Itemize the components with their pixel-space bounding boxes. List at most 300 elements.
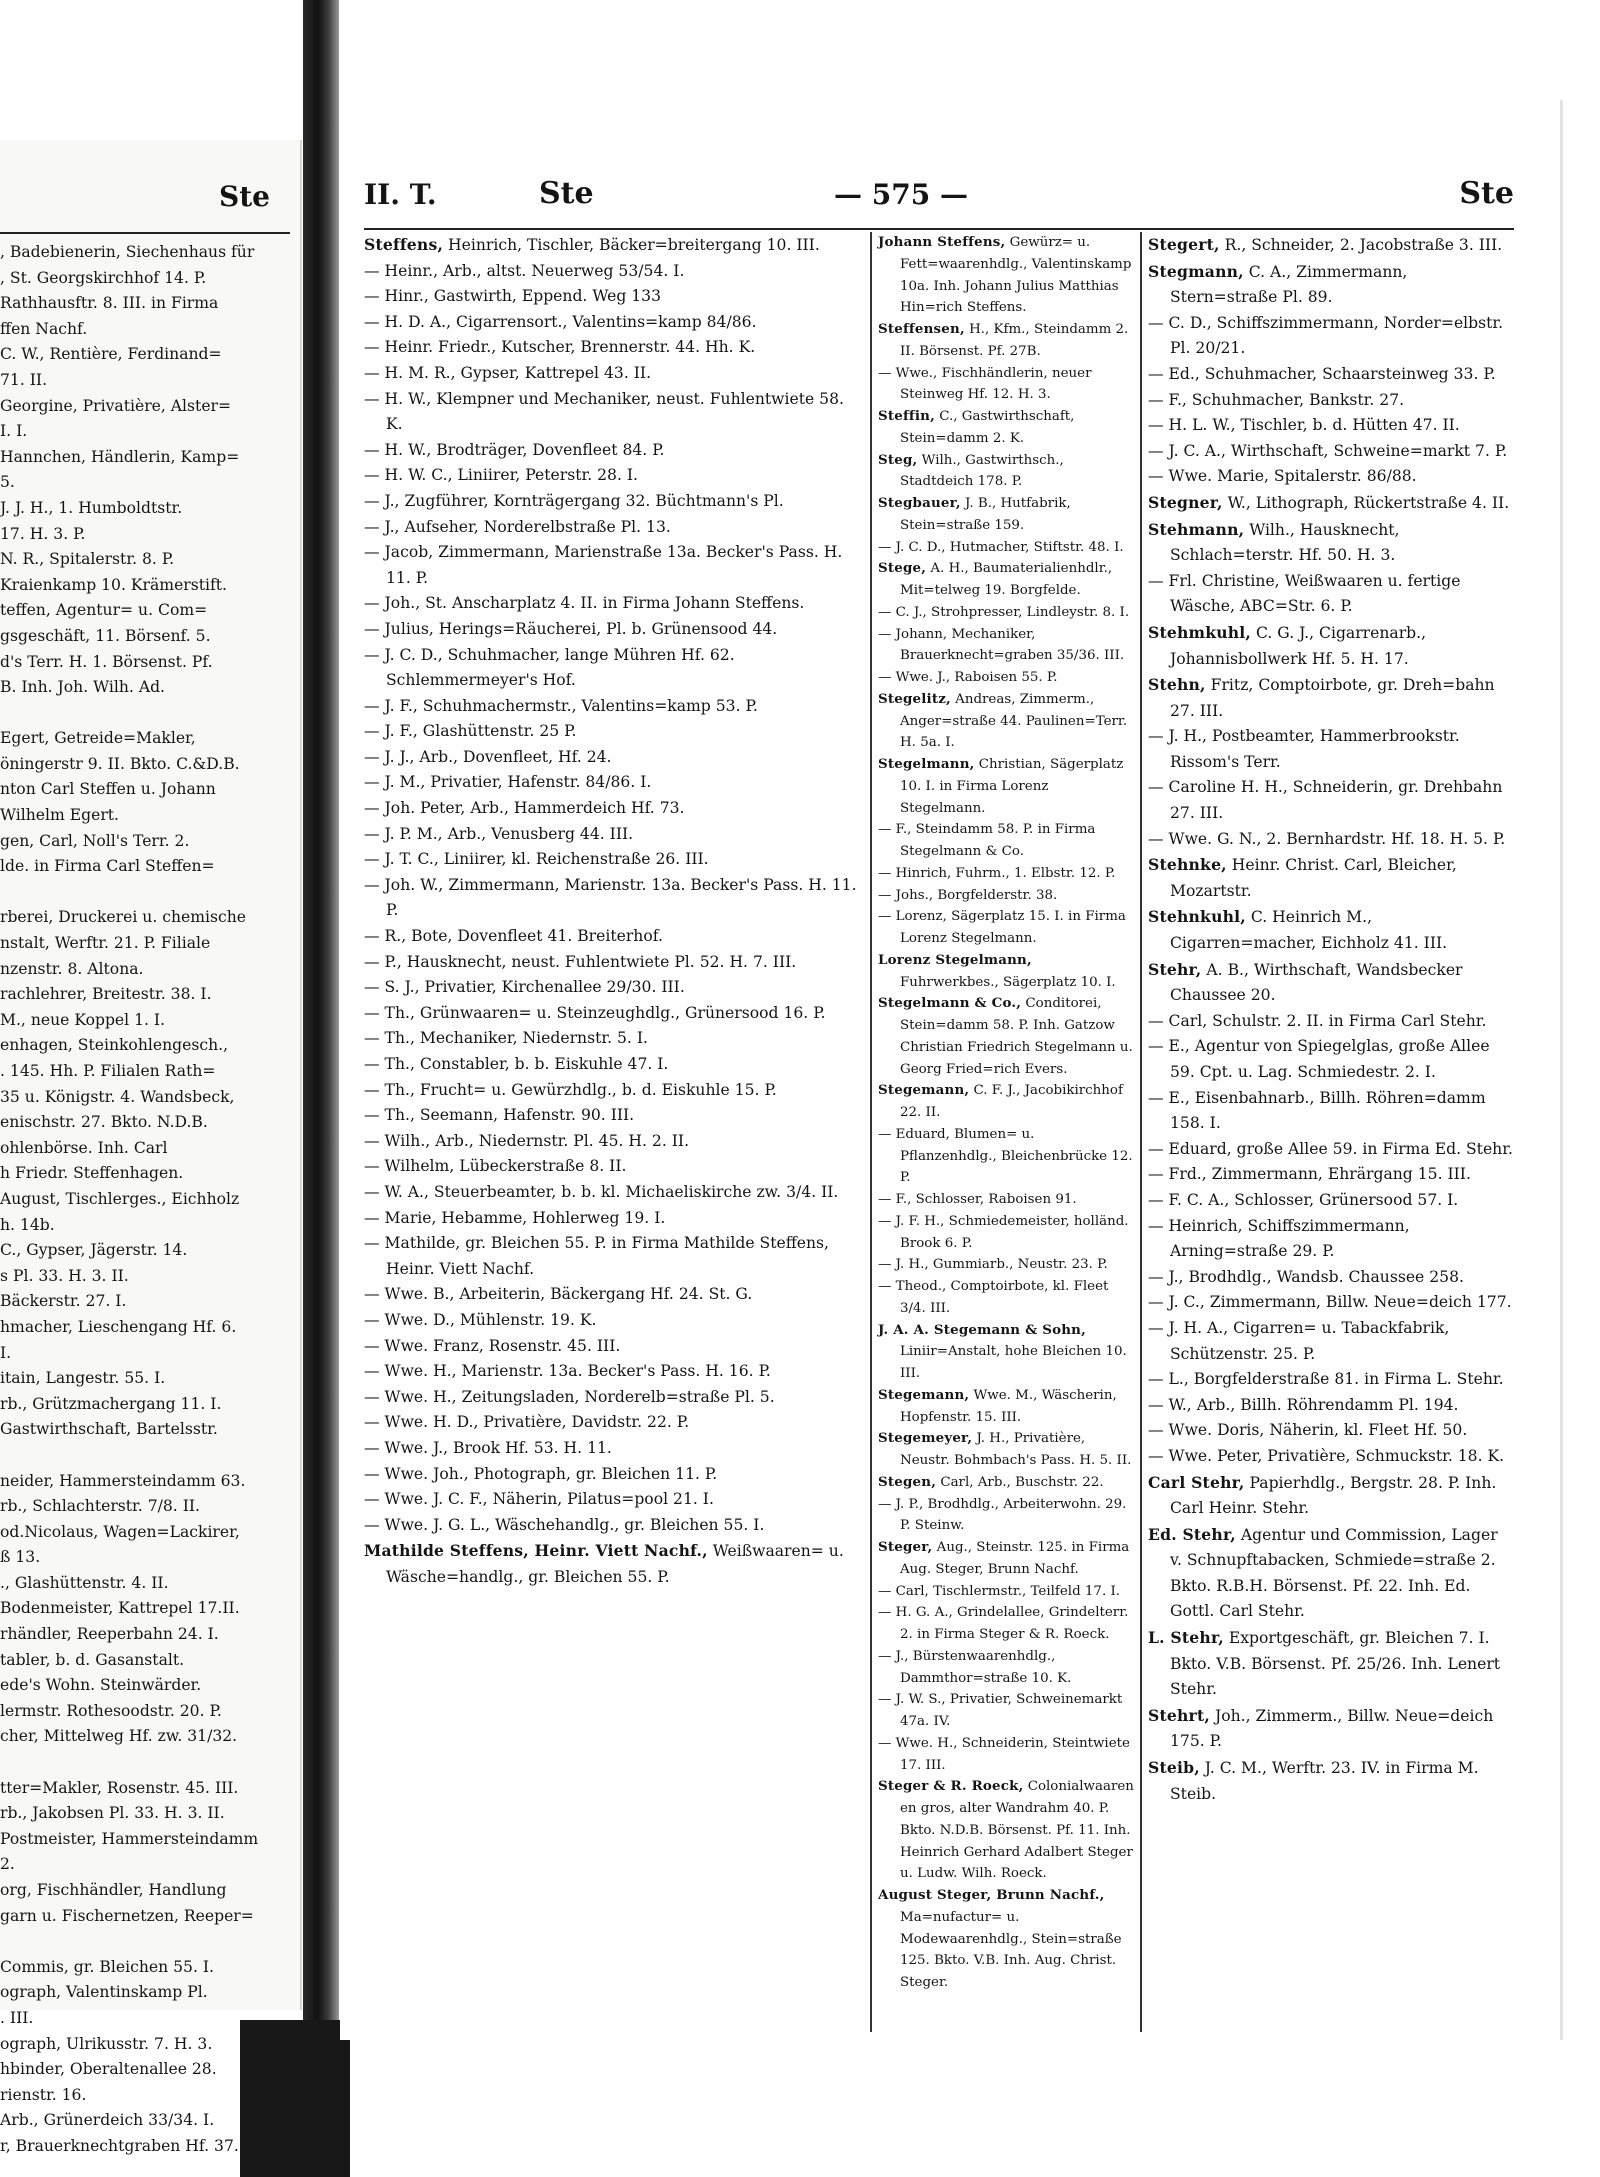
directory-entry [364,335,860,361]
entry-text: — J. F., Glashüttenstr. 25 P. [364,722,577,741]
entry-text: — J. H., Gummiarb., Neustr. 23. P. [878,1257,1108,1273]
left-page-line: C. W., Rentière, Ferdinand= [0,345,222,364]
entry-text: — J. T. C., Liniirer, kl. Reichenstraße 26. III. [364,850,709,869]
entry-surname: Carl Stehr, [1148,1472,1245,1492]
left-page-line: 17. H. 3. P. [0,524,86,543]
directory-entry [364,1334,860,1360]
directory-entry [1148,1009,1514,1035]
directory-entry [364,694,860,720]
directory-entry [364,1129,860,1155]
entry-text: — J. W. S., Privatier, Schweinemarkt 47a. IV. [878,1692,1123,1729]
entry-text: Heinr. Christ. Carl, Bleicher, Mozartstr. [1170,856,1457,900]
directory-entry [878,1646,1134,1690]
directory-entry [364,924,860,950]
directory-entry [364,1052,860,1078]
entry-text: — Wwe., Fischhändlerin, neuer Steinweg Hf. 12. H. 3. [878,365,1092,403]
entry-text: — C. J., Strohpresser, Lindleystr. 8. I. [878,604,1130,620]
entry-text: — J. H., Postbeamter, Hammerbrookstr. Rissom's Terr. [1148,727,1460,771]
entry-surname: Lorenz Stegelmann, [878,951,1032,968]
entry-text: — J., Bürstenwaarenhdlg., Dammthor=straße 10. K. [878,1648,1072,1686]
entry-text: — J. P. M., Arb., Venusberg 44. III. [364,824,634,843]
entry-text: J. B., Hutfabrik, Stein=straße 159. [900,496,1071,533]
entry-text: — Joh., St. Anscharplatz 4. II. in Firma Johann Steffens. [364,594,805,613]
entry-text: — Wwe. D., Mühlenstr. 19. K. [364,1310,597,1329]
entry-text: — Wwe. H. D., Privatière, Davidstr. 22. P. [364,1413,690,1432]
directory-column-1 [364,232,860,1590]
left-page-line: cher, Mittelweg Hf. zw. 31/32. [0,1727,238,1746]
entry-text: Liniir=Anstalt, hohe Bleichen 10. III. [900,1344,1127,1381]
entry-text: — J., Zugführer, Kornträgergang 32. Büchtmann's Pl. [364,491,784,510]
directory-entry [364,643,860,694]
entry-surname: Steffens, [364,235,444,254]
entry-text: — R., Bote, Dovenfleet 41. Breiterhof. [364,927,663,946]
entry-text: Agentur und Commission, Lager v. Schnupftabacken, Schmiede=straße 2. Bkto. R.B.H. Börsenst. Pf. 22. Inh. Ed. Gottl. Carl Stehr. [1170,1525,1498,1621]
entry-text: — Wwe. J., Raboisen 55. P. [878,670,1058,685]
left-page-line: ., Glashüttenstr. 4. II. [0,1573,169,1592]
entry-text: — Wwe. J. G. L., Wäschehandlg., gr. Bleichen 55. I. [364,1515,765,1534]
entry-text: — E., Eisenbahnarb., Billh. Röhren=damm 158. I. [1148,1088,1486,1133]
directory-entry [364,617,860,643]
left-page-line: od.Nicolaus, Wagen=Lackirer, [0,1522,240,1541]
directory-entry [1148,439,1514,465]
left-facing-page [0,140,302,2155]
entry-text: — Wwe. Joh., Photograph, gr. Bleichen 11. P. [364,1464,718,1483]
entry-text: A. B., Wirthschaft, Wandsbecker Chaussee 20. [1170,960,1463,1005]
directory-entry [364,1410,860,1436]
header-rule [364,228,1514,230]
entry-surname: Stegelmann & Co., [878,995,1022,1012]
entry-surname: Stegemann, [878,1082,970,1099]
directory-entry [878,1494,1134,1538]
directory-entry [364,1001,860,1027]
entry-text: R., Schneider, 2. Jacobstraße 3. III. [1219,236,1503,254]
left-page-line [0,880,300,906]
entry-text: — Wilhelm, Lübeckerstraße 8. II. [364,1157,627,1176]
entry-text: — Th., Constabler, b. b. Eiskuhle 47. I. [364,1055,669,1073]
directory-entry [1148,724,1514,775]
entry-text: Colonialwaaren en gros, alter Wandrahm 40. P. Bkto. N.D.B. Börsenst. Pf. 11. Inh. Heinrich Gerhard Adalbert Steger u. Ludw. Wilh. Roeck. [900,1779,1134,1882]
directory-entry [364,950,860,976]
entry-surname: Stegen, [878,1473,937,1490]
directory-entry [364,1206,860,1232]
entry-text: — Hinr., Gastwirth, Eppend. Weg 133 [364,287,662,306]
entry-surname: Stehnke, [1148,855,1227,875]
entry-text: — Heinr. Friedr., Kutscher, Brennerstr. 44. Hh. K. [364,338,756,357]
entry-surname: Stegelitz, [878,690,951,707]
entry-text: C. Heinrich M., Cigarren=macher, Eichholz 41. III. [1170,908,1448,953]
entry-text: Gewürz= u. Fett=waarenhdlg., Valentinskamp 10a. Inh. Johann Julius Matthias Hin=rich Steffens. [900,235,1132,316]
left-page-line: Kraienkamp 10. Krämerstift. [0,575,228,594]
entry-text: Fuhrwerkbes., Sägerplatz 10. I. [900,974,1116,990]
left-page-line: hbinder, Oberaltenallee 28. [0,2060,217,2079]
directory-entry [364,1078,860,1104]
entry-text: J. C. M., Werftr. 23. IV. in Firma M. Steib. [1170,1759,1479,1803]
entry-surname: Steffensen, [878,321,965,337]
entry-text: — Caroline H. H., Schneiderin, gr. Drehbahn 27. III. [1148,778,1503,823]
entry-surname: Steffin, [878,408,935,424]
directory-entry [878,558,1134,602]
entry-text: — Th., Seemann, Hafenstr. 90. III. [364,1106,635,1125]
entry-surname: Mathilde Steffens, Heinr. Viett Nachf., [364,1541,708,1561]
left-page-line: öningerstr 9. II. Bkto. C.&D.B. [0,754,240,773]
entry-text: — J. C. D., Hutmacher, Stiftstr. 48. I. [878,539,1124,555]
directory-entry [364,1385,860,1411]
entry-text: — J. J., Arb., Dovenfleet, Hf. 24. [364,747,612,766]
directory-entry [878,1776,1134,1885]
entry-text: Weißwaaren= u. Wäsche=handlg., gr. Bleichen 55. P. [386,1542,844,1586]
directory-entry [364,796,860,822]
entry-text: W., Lithograph, Rückertstraße 4. II. [1222,493,1510,512]
entry-text: Carl, Arb., Buschstr. 22. [936,1474,1104,1490]
entry-text: — J. F., Schuhmachermstr., Valentins=kamp 53. P. [364,696,758,715]
left-page-line: lde. in Firma Carl Steffen= [0,857,215,876]
directory-entry [878,1537,1134,1581]
left-page-line: Bodenmeister, Kattrepel 17.II. [0,1599,240,1618]
left-page-line: enischstr. 27. Bkto. N.D.B. [0,1113,208,1132]
directory-entry [1148,904,1514,956]
directory-entry [1148,1418,1514,1444]
directory-entry [1148,1137,1514,1163]
entry-text: — Wwe. H., Zeitungsladen, Norderelb=straße Pl. 5. [364,1387,775,1406]
left-page-line: Postmeister, Hammersteindamm [0,1829,259,1848]
directory-entry [878,819,1134,863]
directory-entry [1148,413,1514,439]
directory-entry [1148,1034,1514,1085]
directory-entry [364,489,860,515]
entry-surname: Stehnkuhl, [1148,907,1246,927]
left-page-line: h. 14b. [0,1215,55,1234]
left-page-line [0,1750,300,1776]
directory-entry [1148,1162,1514,1188]
left-page-line: 5. [0,473,15,492]
entry-text: C. G. J., Cigarrenarb., Johannisbollwerk Hf. 5. H. 17. [1170,623,1427,668]
left-page-line: , St. Georgskirchhof 14. P. [0,268,207,287]
left-page-line: s Pl. 33. H. 3. II. [0,1266,129,1285]
directory-entry [878,537,1134,559]
entry-text: — H. W., Brodträger, Dovenfleet 84. P. [364,440,665,459]
entry-text: — F., Schlosser, Raboisen 91. [878,1192,1077,1207]
left-page-line: M., neue Koppel 1. I. [0,1010,166,1029]
directory-entry [1148,827,1514,853]
directory-entry [364,438,860,464]
directory-entry [364,822,860,848]
directory-entry [1148,259,1514,311]
entry-text: — Joh. W., Zimmermann, Marienstr. 13a. Becker's Pass. H. 11. P. [364,875,857,920]
directory-entry [878,1733,1134,1777]
entry-surname: Stegemeyer, [878,1430,973,1447]
entry-text: — J. C., Zimmermann, Billw. Neue=deich 177. [1148,1293,1512,1312]
directory-entry [878,1124,1134,1189]
entry-text: — S. J., Privatier, Kirchenallee 29/30. III. [364,978,685,997]
entry-text: — L., Borgfelderstraße 81. in Firma L. Stehr. [1148,1370,1504,1389]
left-page-line: rb., Schlachterstr. 7/8. II. [0,1497,200,1516]
entry-text: — H. M. R., Gypser, Kattrepel 43. II. [364,363,652,382]
directory-entry [1148,1188,1514,1214]
entry-surname: L. Stehr, [1148,1628,1224,1648]
directory-entry [1148,388,1514,414]
entry-text: — J. M., Privatier, Hafenstr. 84/86. I. [364,773,652,792]
left-page-line: gsgeschäft, 11. Börsenf. 5. [0,626,211,645]
entry-text: — Th., Frucht= u. Gewürzhdlg., b. d. Eiskuhle 15. P. [364,1080,777,1099]
directory-page [340,100,1563,2040]
directory-entry [364,1154,860,1180]
left-page-line: teffen, Agentur= u. Com= [0,601,208,620]
directory-entry [878,1320,1134,1385]
directory-entry [878,689,1134,754]
left-page-line: I. I. [0,422,28,441]
directory-entry [878,602,1134,624]
header-abbr-left: Ste [539,176,594,211]
entry-text: Exportgeschäft, gr. Bleichen 7. I. Bkto. V.B. Börsenst. Pf. 25/26. Inh. Lenert Stehr. [1170,1629,1501,1699]
directory-entry [364,463,860,489]
entry-text: — H. D. A., Cigarrensort., Valentins=kamp 84/86. [364,312,757,331]
entry-text: — Wwe. Doris, Näherin, kl. Fleet Hf. 50. [1148,1421,1468,1440]
entry-text: — Ed., Schuhmacher, Schaarsteinweg 33. P. [1148,364,1496,383]
left-page-line: ohlenbörse. Inh. Carl [0,1138,168,1157]
directory-entry [364,719,860,745]
entry-surname: Stehrt, [1148,1705,1210,1725]
left-page-line: Commis, gr. Bleichen 55. I. [0,1957,214,1976]
directory-entry [364,1231,860,1282]
directory-entry [878,1885,1134,1994]
left-page-line: I. [0,1343,12,1362]
directory-entry [878,1211,1134,1255]
left-page-line: neider, Hammersteindamm 63. [0,1471,246,1490]
directory-entry [364,591,860,617]
left-page-line: B. Inh. Joh. Wilh. Ad. [0,678,166,697]
entry-text: Joh., Zimmerm., Billw. Neue=deich 175. P. [1170,1706,1494,1751]
entry-text: C., Gastwirthschaft, Stein=damm 2. K. [900,409,1075,446]
entry-surname: Steger, [878,1539,933,1555]
entry-text: J. H., Privatière, Neustr. Bohmbach's Pass. H. 5. II. [900,1431,1132,1468]
directory-entry [878,450,1134,494]
entry-text: — Julius, Herings=Räucherei, Pl. b. Grünensood 44. [364,619,778,638]
directory-entry [364,259,860,285]
left-page-line: enhagen, Steinkohlengesch., [0,1036,229,1055]
entry-text: Conditorei, Stein=damm 58. P. Inh. Gatzow Christian Friedrich Stegelmann u. Georg Fried=rich Evers. [900,996,1133,1077]
entry-text: H., Kfm., Steindamm 2. II. Börsenst. Pf. 27B. [900,322,1129,359]
directory-entry [364,1487,860,1513]
entry-surname: Stegmann, [1148,261,1244,281]
directory-entry [878,1385,1134,1429]
directory-entry [878,319,1134,363]
left-page-line: N. R., Spitalerstr. 8. P. [0,550,175,569]
entry-text: — W., Arb., Billh. Röhrendamm Pl. 194. [1148,1395,1459,1414]
entry-text: A. H., Baumaterialienhdlr., Mit=telweg 19. Borgfelde. [900,561,1113,598]
left-page-line: August, Tischlerges., Eichholz [0,1189,240,1208]
entry-text: — H. L. W., Tischler, b. d. Hütten 47. II. [1148,416,1460,435]
directory-entry [364,540,860,591]
entry-text: — Marie, Hebamme, Hohlerweg 19. I. [364,1208,666,1227]
left-page-line: . 145. Hh. P. Filialen Rath= [0,1062,216,1080]
entry-surname: Stehn, [1148,675,1206,695]
entry-text: — Wwe. Peter, Privatière, Schmuckstr. 18. K. [1148,1446,1505,1465]
directory-entry [364,770,860,796]
directory-entry [878,1581,1134,1603]
left-page-line: itain, Langestr. 55. I. [0,1369,166,1388]
left-page-rule [0,232,290,234]
entry-text: — F., Steindamm 58. P. in Firma Stegelmann & Co. [878,822,1096,859]
entry-text: — Carl, Tischlermstr., Teilfeld 17. I. [878,1583,1121,1599]
entry-text: C. A., Zimmermann, Stern=straße Pl. 89. [1170,262,1408,307]
directory-entry [878,1602,1134,1646]
left-page-line: rberei, Druckerei u. chemische [0,908,247,927]
left-page-line: nstalt, Werftr. 21. P. Filiale [0,934,211,953]
entry-text: — Wilh., Arb., Niedernstr. Pl. 45. H. 2. II. [364,1131,690,1150]
directory-entry [1148,569,1514,620]
entry-text: — Lorenz, Sägerplatz 15. I. in Firma Lorenz Stegelmann. [878,909,1126,946]
directory-entry [364,1103,860,1129]
left-page-line [0,1929,300,1955]
entry-surname: Steger & R. Roeck, [878,1778,1024,1795]
directory-entry [364,873,860,924]
left-page-line: Rathhausftr. 8. III. in Firma [0,294,219,313]
entry-text: — H. W. C., Liniirer, Peterstr. 28. I. [364,466,638,485]
entry-surname: Stege, [878,560,927,577]
entry-surname: Steib, [1148,1758,1200,1778]
entry-text: — Wwe. J. C. F., Näherin, Pilatus=pool 21. I. [364,1490,714,1509]
directory-entry [1148,620,1514,672]
directory-entry [1148,1393,1514,1419]
left-page-header: Ste [219,180,270,213]
entry-text: — Heinr., Arb., altst. Neuerweg 53/54. I. [364,261,685,280]
entry-text: — E., Agentur von Spiegelglas, große Allee 59. Cpt. u. Lag. Schmiedestr. 2. I. [1148,1037,1490,1081]
entry-text: C. F. J., Jacobikirchhof 22. II. [900,1083,1123,1120]
entry-text: — J. P., Brodhdlg., Arbeiterwohn. 29. P. Steinw. [878,1496,1127,1534]
left-page-line: ffen Nachf. [0,319,88,338]
directory-entry [878,993,1134,1080]
entry-text: Wilh., Gastwirthsch., Stadtdeich 178. P. [900,452,1064,490]
directory-entry [878,950,1134,994]
directory-entry [1148,775,1514,826]
entry-surname: Johann Steffens, [878,234,1006,250]
directory-entry [364,1462,860,1488]
directory-entry [878,493,1134,537]
directory-entry [364,387,860,438]
entry-text: — Theod., Comptoirbote, kl. Fleet 3/4. III. [878,1279,1109,1316]
header-abbr-right: Ste [1459,176,1514,211]
directory-entry [878,1428,1134,1472]
directory-entry [1148,957,1514,1009]
entry-text: — J., Brodhdlg., Wandsb. Chaussee 258. [1148,1267,1464,1286]
directory-entry [1148,1522,1514,1625]
directory-entry [364,1513,860,1539]
directory-entry [878,754,1134,819]
directory-entry [364,1436,860,1462]
entry-text: — C. D., Schiffszimmermann, Norder=elbstr. Pl. 20/21. [1148,313,1504,358]
entry-text: Papierhdlg., Bergstr. 28. P. Inh. Carl Heinr. Stehr. [1170,1473,1497,1518]
left-page-line: org, Fischhändler, Handlung [0,1881,227,1899]
entry-text: — Wwe. J., Brook Hf. 53. H. 11. [364,1438,612,1457]
left-page-line: Georgine, Privatière, Alster= [0,396,232,415]
left-page-line: rb., Grützmachergang 11. I. [0,1394,222,1413]
entry-text: — P., Hausknecht, neust. Fuhlentwiete Pl. 52. H. 7. III. [364,952,797,971]
directory-entry [1148,1470,1514,1522]
directory-entry [1148,362,1514,388]
entry-text: — Eduard, große Allee 59. in Firma Ed. Stehr. [1148,1139,1513,1158]
left-page-line: ograph, Ulrikusstr. 7. H. 3. [0,2034,213,2053]
entry-text: Wwe. M., Wäscherin, Hopfenstr. 15. III. [900,1387,1117,1425]
left-page-line [0,1443,300,1469]
directory-entry [364,284,860,310]
left-page-line: J. J. H., 1. Humboldtstr. [0,498,183,517]
directory-entry [364,847,860,873]
left-page-line: Hannchen, Händlerin, Kamp= [0,447,240,466]
left-page-line: rachlehrer, Breitestr. 38. I. [0,985,212,1004]
entry-text: — Johann, Mechaniker, Brauerknecht=graben 35/36. III. [878,626,1125,664]
directory-column-2 [878,232,1134,1994]
entry-text: — Wwe. Franz, Rosenstr. 45. III. [364,1336,621,1355]
left-page-line: rienstr. 16. [0,2085,87,2104]
entry-text: Fritz, Comptoirbote, gr. Dreh=bahn 27. III. [1170,676,1495,720]
entry-text: — Jacob, Zimmermann, Marienstraße 13a. Becker's Pass. H. 11. P. [364,543,843,587]
entry-text: Andreas, Zimmerm., Anger=straße 44. Paulinen=Terr. H. 5a. I. [900,691,1128,751]
directory-entry [364,361,860,387]
gutter-shadow [240,2020,350,2177]
directory-entry [878,406,1134,450]
directory-entry [364,232,860,259]
directory-entry [878,1276,1134,1320]
directory-entry [878,863,1134,885]
directory-entry [1148,1316,1514,1367]
directory-entry [1148,1290,1514,1316]
entry-text: — H. G. A., Grindelallee, Grindelterr. 2. in Firma Steger & R. Roeck. [878,1605,1129,1642]
entry-surname: Stegbauer, [878,495,961,511]
entry-text: — Mathilde, gr. Bleichen 55. P. in Firma Mathilde Steffens, Heinr. Viett Nachf. [364,1234,830,1278]
entry-text: — Frl. Christine, Weißwaaren u. fertige Wäsche, ABC=Str. 6. P. [1148,571,1461,616]
directory-entry [364,310,860,336]
left-page-line: Arb., Grünerdeich 33/34. I. [0,2111,215,2130]
entry-text: — Joh. Peter, Arb., Hammerdeich Hf. 73. [364,799,685,818]
left-page-line: nzenstr. 8. Altona. [0,959,144,978]
left-page-text [0,240,300,2160]
left-page-line: h Friedr. Steffenhagen. [0,1164,184,1183]
entry-text: — Carl, Schulstr. 2. II. in Firma Carl Stehr. [1148,1011,1487,1030]
directory-entry [364,745,860,771]
directory-entry [364,1359,860,1385]
directory-entry [878,1080,1134,1124]
left-page-line: , Badebienerin, Siechenhaus für [0,243,255,261]
directory-entry [878,1472,1134,1494]
directory-entry [1148,464,1514,490]
directory-entry [878,667,1134,689]
entry-surname: Stehr, [1148,959,1202,979]
entry-text: — Wwe. H., Schneiderin, Steintwiete 17. III. [878,1735,1130,1773]
left-page-line: lermstr. Rothesoodstr. 20. P. [0,1701,222,1720]
entry-text: — H. W., Klempner und Mechaniker, neust. Fuhlentwiete 58. K. [364,389,844,434]
directory-entry [878,1189,1134,1211]
directory-column-3 [1148,232,1514,1807]
left-page-line: Bäckerstr. 27. I. [0,1292,127,1311]
entry-text: Ma=nufactur= u. Modewaarenhdlg., Stein=straße 125. Bkto. V.B. Inh. Aug. Christ. Steger. [900,1909,1122,1990]
directory-entry [364,515,860,541]
left-page-line [0,701,300,727]
entry-text: — Hinrich, Fuhrm., 1. Elbstr. 12. P. [878,865,1116,881]
page-number: — 575 — [834,178,968,211]
left-page-line: nton Carl Steffen u. Johann [0,780,216,799]
entry-text: — J., Aufseher, Norderelbstraße Pl. 13. [364,517,671,536]
directory-entry [1148,1703,1514,1755]
left-page-line: gen, Carl, Noll's Terr. 2. [0,831,190,850]
directory-entry [878,232,1134,319]
left-page-line: garn u. Fischernetzen, Reeper= [0,1906,254,1925]
entry-text: — F. C. A., Schlosser, Grünersood 57. I. [1148,1190,1459,1209]
left-page-line: ograph, Valentinskamp Pl. [0,1983,208,2002]
left-page-line: Gastwirthschaft, Bartelsstr. [0,1420,218,1439]
directory-entry [1148,311,1514,362]
directory-entry [1148,1214,1514,1265]
entry-text: — F., Schuhmacher, Bankstr. 27. [1148,390,1405,409]
